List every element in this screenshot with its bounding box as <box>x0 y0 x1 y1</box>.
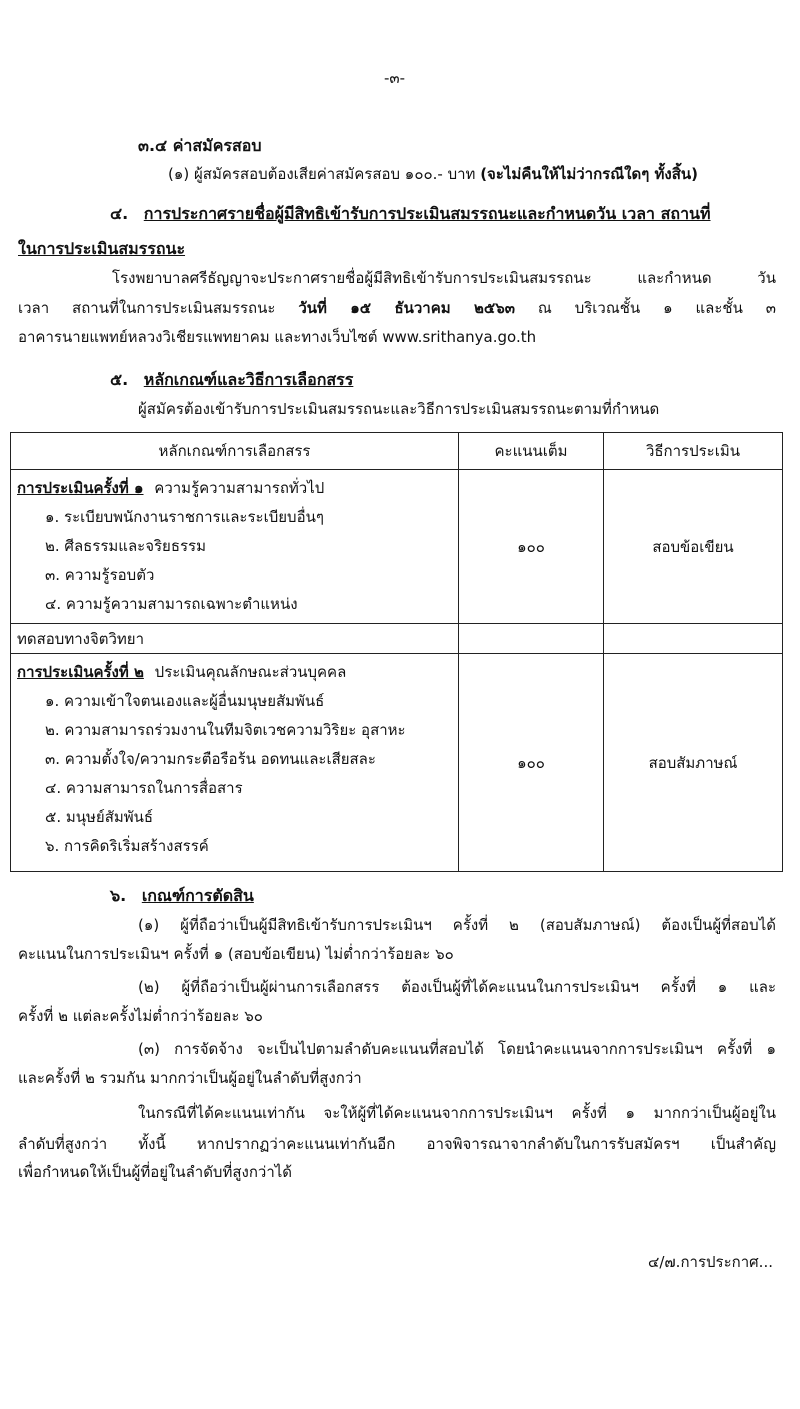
section-4-number: ๔. <box>110 204 129 223</box>
header-method: วิธีการประเมิน <box>604 433 783 470</box>
round-2-item: ๑. ความเข้าใจตนเองและผู้อื่นมนุษยสัมพันธ์ <box>45 692 325 710</box>
section-6-p4-line2: ลำดับที่สูงกว่า ทั้งนี้ หากปรากฏว่าคะแนนเท่ากันอีก อาจพิจารณาจากลำดับในการรับสมัครฯ เป็นสำคัญ <box>18 1135 776 1153</box>
round-1-item: ๔. ความรู้ความสามารถเฉพาะตำแหน่ง <box>45 595 298 613</box>
next-page-continuation: ๔/๗.การประกาศ... <box>648 1253 773 1271</box>
section-5-title: หลักเกณฑ์และวิธีการเลือกสรร <box>143 370 354 389</box>
fee-no-refund-note: (จะไม่คืนให้ไม่ว่ากรณีใดๆ ทั้งสิ้น) <box>480 165 698 183</box>
section-4-title-line1: การประกาศรายชื่อผู้มีสิทธิเข้ารับการประเมินสมรรถนะและกำหนดวัน เวลา สถานที่ <box>143 204 711 223</box>
round-1-subtitle: ความรู้ความสามารถทั่วไป <box>154 479 325 497</box>
round-2-subtitle: ประเมินคุณลักษณะส่วนบุคคล <box>154 663 347 681</box>
round-2-item: ๖. การคิดริเริ่มสร้างสรรค์ <box>45 837 209 855</box>
section-3-4-item-1 <box>168 162 698 186</box>
psych-method-cell <box>604 624 783 654</box>
section-4-title-line2: ในการประเมินสมรรถนะ <box>18 239 186 258</box>
table-header-row <box>11 433 783 470</box>
section-6-p4-line3: เพื่อกำหนดให้เป็นผู้ที่อยู่ในลำดับที่สูงกว่าได้ <box>18 1163 293 1181</box>
round-1-score: ๑๐๐ <box>459 470 604 624</box>
round-2-criteria <box>11 654 459 872</box>
section-3-4-heading: ๓.๔ ค่าสมัครสอบ <box>138 136 262 155</box>
round-2-item: ๒. ความสามารถร่วมงานในทีมจิตเวชความวิริยะ อุสาหะ <box>45 721 406 739</box>
section-6-p3-line2: และครั้งที่ ๒ รวมกัน มากกว่าเป็นผู้อยู่ในลำดับที่สูงกว่า <box>18 1069 362 1087</box>
section-6-p4-line1: ในกรณีที่ได้คะแนนเท่ากัน จะให้ผู้ที่ได้คะแนนจากการประเมินฯ ครั้งที่ ๑ มากกว่าเป็นผู้อยู่ใน <box>138 1104 776 1122</box>
header-full-score: คะแนนเต็ม <box>459 433 604 470</box>
round-1-criteria <box>11 470 459 624</box>
section-5-heading <box>110 368 353 393</box>
assessment-date: วันที่ ๑๕ ธันวาคม ๒๕๖๓ <box>298 299 516 317</box>
psych-score-cell <box>459 624 604 654</box>
round-1-method: สอบข้อเขียน <box>604 470 783 624</box>
section-4-para-line3: อาคารนายแพทย์หลวงวิเชียรแพทยาคม และทางเว็บไซต์ www.srithanya.go.th <box>18 328 537 346</box>
round-2-item: ๓. ความตั้งใจ/ความกระตือรือร้น อดทนและเสียสละ <box>45 750 376 768</box>
section-4-para-line2 <box>18 296 776 320</box>
section-5-intro: ผู้สมัครต้องเข้ารับการประเมินสมรรถนะและวิธีการประเมินสมรรถนะตามที่กำหนด <box>138 400 660 418</box>
round-1-title: การประเมินครั้งที่ ๑ <box>17 479 144 497</box>
round-2-title-line <box>17 658 452 687</box>
section-6-p1-line1: (๑) ผู้ที่ถือว่าเป็นผู้มีสิทธิเข้ารับการประเมินฯ ครั้งที่ ๒ (สอบสัมภาษณ์) ต้องเป็นผู้ที่สอบได้ <box>138 916 776 934</box>
section-6-title: เกณฑ์การตัดสิน <box>141 886 254 905</box>
round-1-item: ๑. ระเบียบพนักงานราชการและระเบียบอื่นๆ <box>45 508 324 526</box>
header-criteria: หลักเกณฑ์การเลือกสรร <box>11 433 459 470</box>
section-6-p2-line1: (๒) ผู้ที่ถือว่าเป็นผู้ผ่านการเลือกสรร ต้องเป็นผู้ที่ได้คะแนนในการประเมินฯ ครั้งที่ ๑ และ <box>138 978 776 996</box>
round-1-item: ๒. ศีลธรรมและจริยธรรม <box>45 537 207 555</box>
section-4-heading <box>110 202 711 227</box>
section-6-p2-line2: ครั้งที่ ๒ แต่ละครั้งไม่ต่ำกว่าร้อยละ ๖๐ <box>18 1007 263 1025</box>
round-2-title: การประเมินครั้งที่ ๒ <box>17 663 144 681</box>
round-1-item: ๓. ความรู้รอบตัว <box>45 566 155 584</box>
round-2-item: ๔. ความสามารถในการสื่อสาร <box>45 779 243 797</box>
round-2-item: ๕. มนุษย์สัมพันธ์ <box>45 808 154 826</box>
table-row-round-1 <box>11 470 783 624</box>
section-5-number: ๕. <box>110 370 129 389</box>
page-number: -๓- <box>384 69 406 87</box>
section-6-p1-line2: คะแนนในการประเมินฯ ครั้งที่ ๑ (สอบข้อเขียน) ไม่ต่ำกว่าร้อยละ ๖๐ <box>18 945 454 963</box>
section-4-para-line1: โรงพยาบาลศรีธัญญาจะประกาศรายชื่อผู้มีสิทธิเข้ารับการประเมินสมรรถนะ และกำหนด วัน <box>112 269 776 287</box>
round-2-score: ๑๐๐ <box>459 654 604 872</box>
table-row-round-2 <box>11 654 783 872</box>
criteria-table <box>10 432 783 872</box>
psych-test-label: ทดสอบทางจิตวิทยา <box>11 624 459 654</box>
fee-text: (๑) ผู้สมัครสอบต้องเสียค่าสมัครสอบ ๑๐๐.- บาท <box>168 165 476 183</box>
round-1-title-line <box>17 474 452 503</box>
round-2-method: สอบสัมภาษณ์ <box>604 654 783 872</box>
table-row-psych <box>11 624 783 654</box>
section-4-para-line2-b: ณ บริเวณชั้น ๑ และชั้น ๓ <box>537 299 776 317</box>
section-6-heading <box>110 884 254 909</box>
section-6-p3-line1: (๓) การจัดจ้าง จะเป็นไปตามลำดับคะแนนที่สอบได้ โดยนำคะแนนจากการประเมินฯ ครั้งที่ ๑ <box>138 1040 776 1058</box>
section-4-para-line2-a: เวลา สถานที่ในการประเมินสมรรถนะ <box>18 299 276 317</box>
section-6-number: ๖. <box>110 886 127 905</box>
